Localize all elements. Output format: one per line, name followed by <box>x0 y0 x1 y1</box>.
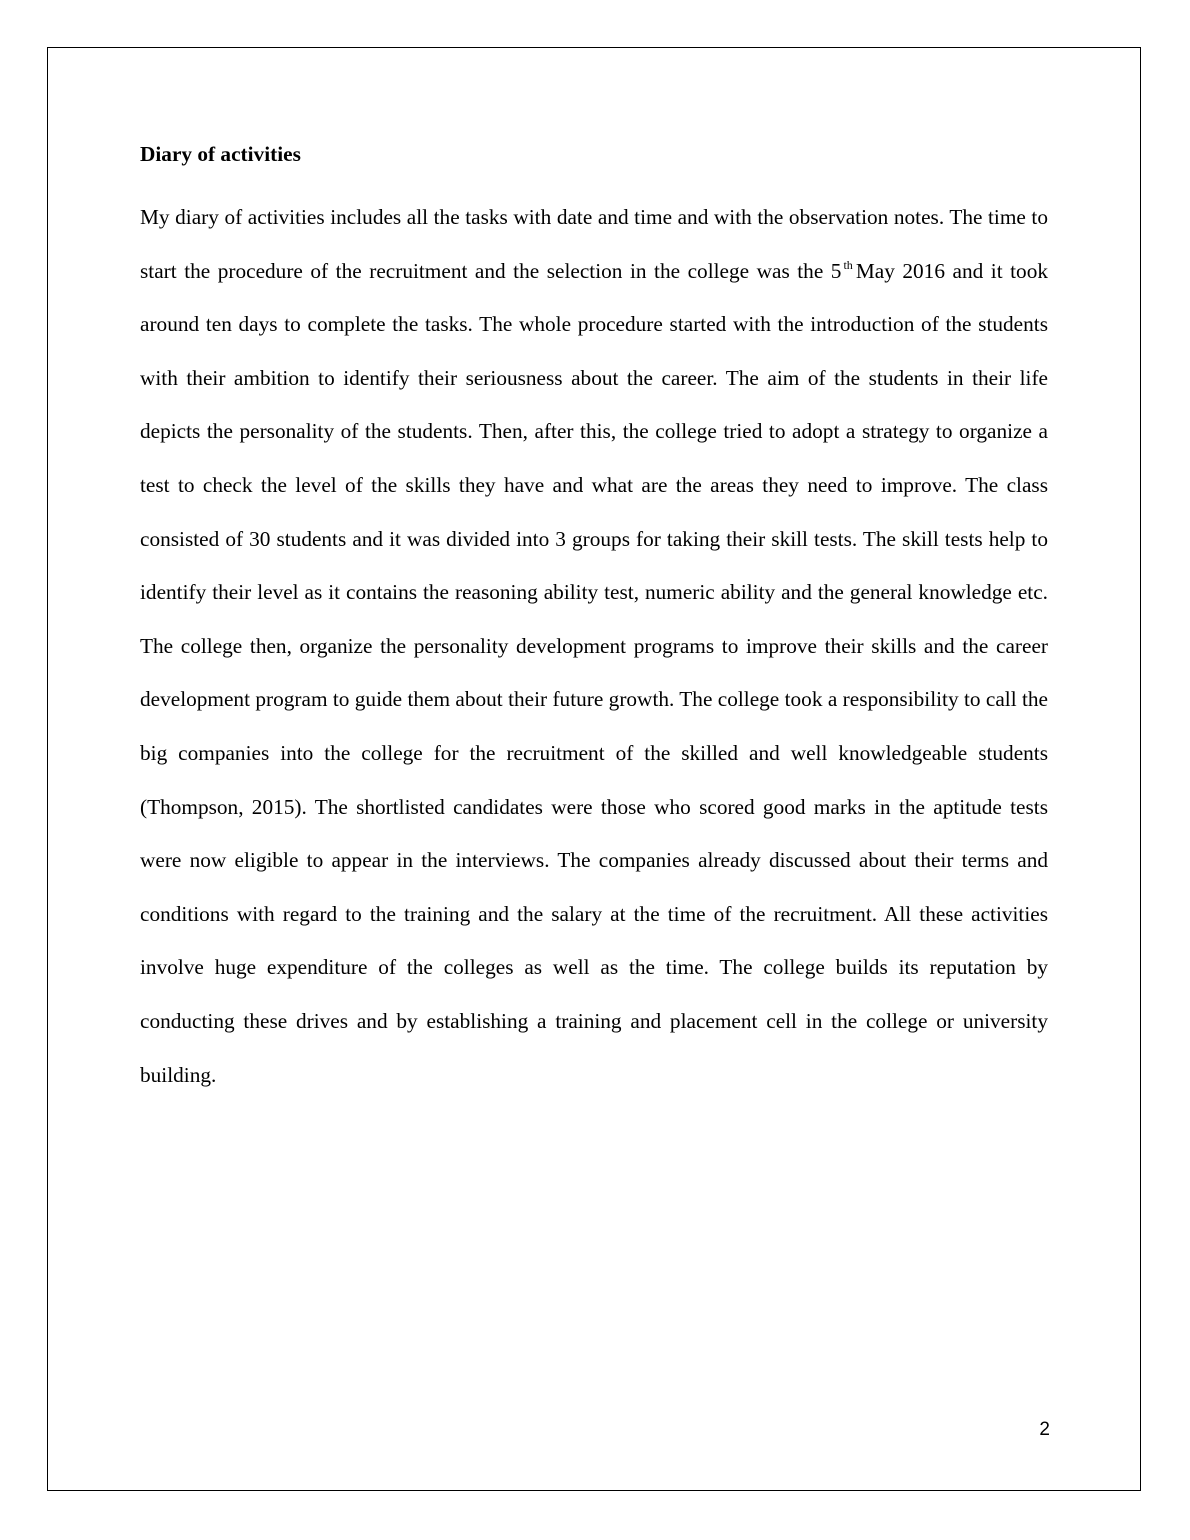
paragraph-text-part2: May 2016 and it took around ten days to complete the tasks. The whole procedure started with the introduction of the students with their ambition to identify their seriousness about the career. The aim of the students in their life depicts the personality of the students. Then, after this, the college tried to adopt a strategy to organize a test to check the level of the skills they have and what are the areas they need to improve. The class consisted of 30 students and it was divided into 3 groups for taking their skill tests. The skill tests help to identify their level as it contains the reasoning ability test, numeric ability and the general knowledge etc. The college then, organize the personality development programs to improve their skills and the career development program to guide them about their future growth. The college took a responsibility to call the big companies into the college for the recruitment of the skilled and well knowledgeable students (Thompson, 2015). The shortlisted candidates were those who scored good marks in the aptitude tests were now eligible to appear in the interviews. The companies already discussed about their terms and conditions with regard to the training and the salary at the time of the recruitment. All these activities involve huge expenditure of the colleges as well as the time. The college builds its reputation by conducting these drives and by establishing a training and placement cell in the college or university building. <box>140 258 1049 1087</box>
paragraph-text-part1: My diary of activities includes all the tasks with date and time and with the observation notes. The time to start the procedure of the recruitment and the selection in the college was the 5 <box>140 205 1048 283</box>
document-body <box>140 137 1048 1102</box>
page-number: 2 <box>1039 1419 1050 1440</box>
section-heading: Diary of activities <box>140 142 301 166</box>
ordinal-superscript: th <box>843 257 853 272</box>
body-paragraph <box>140 191 1048 1102</box>
